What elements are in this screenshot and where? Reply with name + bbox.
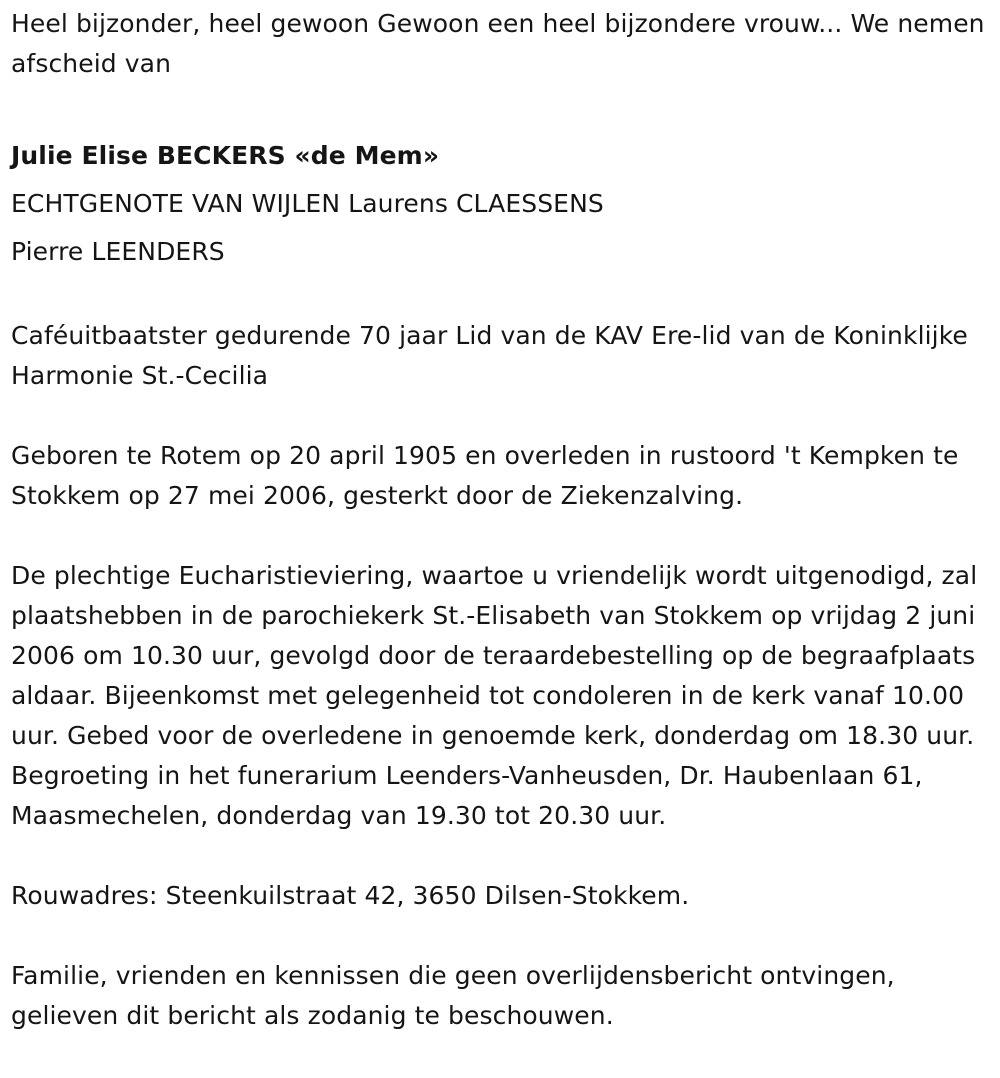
spouse-line: ECHTGENOTE VAN WIJLEN Laurens CLAESSENS: [11, 189, 604, 218]
ceremony-text: De plechtige Eucharistieviering, waartoe u vriendelijk wordt uitgenodigd, zal plaatshebben in de parochiekerk St.-Elisabeth van Stokkem op vrijdag 2 juni 2006 om 10.30 uur, gevolgd door de teraardebestelling op de begraafplaats aldaar. Bijeenkomst met gelegenheid tot condoleren in de kerk vanaf 10.00 uur. Gebed voor de overledene in genoemde kerk, donderdag om 18.30 uur. Begroeting in het funerarium Leenders-Vanheusden, Dr. Haubenlaan 61, Maasmechelen, donderdag van 19.30 tot 20.30 uur.: [11, 561, 978, 830]
intro-text: Heel bijzonder, heel gewoon Gewoon een heel bijzondere vrouw... We nemen afscheid van: [11, 9, 985, 78]
spacer: [11, 276, 991, 316]
closing-text: Familie, vrienden en kennissen die geen overlijdensbericht ontvingen, gelieven dit bericht als zodanig te beschouwen.: [11, 961, 895, 1030]
birth-death-text: Geboren te Rotem op 20 april 1905 en overleden in rustoord 't Kempken te Stokkem op 27 mei 2006, gesterkt door de Ziekenzalving.: [11, 441, 959, 510]
obituary-notice: [11, 4, 991, 1036]
spacer: [11, 396, 991, 436]
address-text: Rouwadres: Steenkuilstraat 42, 3650 Dilsen-Stokkem.: [11, 881, 690, 910]
second-name: Pierre LEENDERS: [11, 237, 225, 266]
spacer: [11, 84, 991, 124]
deceased-name: Julie Elise BECKERS «de Mem»: [11, 141, 440, 170]
spacer: [11, 916, 991, 956]
spacer: [11, 836, 991, 876]
occupation-text: Caféuitbaatster gedurende 70 jaar Lid van de KAV Ere-lid van de Koninklijke Harmonie St.-Cecilia: [11, 321, 968, 390]
spacer: [11, 124, 991, 132]
spacer: [11, 516, 991, 556]
